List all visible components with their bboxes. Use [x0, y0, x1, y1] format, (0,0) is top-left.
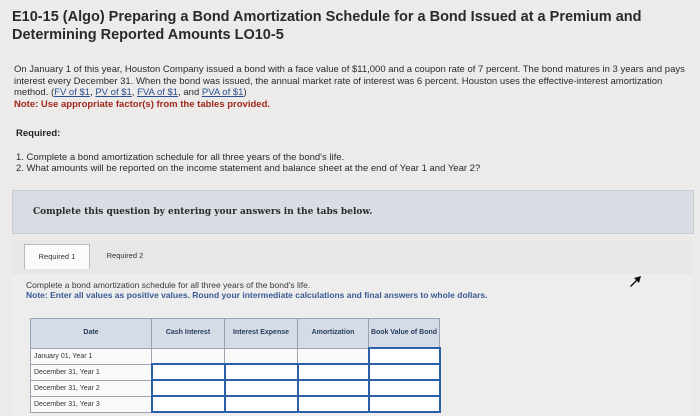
- interest-expense-input[interactable]: [225, 380, 298, 396]
- intro-text: On January 1 of this year, Houston Company issued a bond with a face value of $11,000 and a coupon rate of 7 percent. The bond matures in 3 years and pays interest every December 31. When the bond was issued, the annual market rate of interest was 6 percent. Houston uses the effective-interest amortization method. (: [14, 64, 685, 98]
- tab-instruction-note: Note: Enter all values as positive values. Round your intermediate calculations and final answers to whole dollars.: [26, 290, 488, 300]
- tab-instruction: [26, 280, 666, 300]
- tab-instruction-text: Complete a bond amortization schedule for all three years of the bond's life.: [26, 280, 311, 290]
- book-value-input[interactable]: [369, 396, 440, 412]
- table-header-row: [31, 319, 440, 349]
- header-cash-interest: Cash Interest: [152, 319, 225, 349]
- tab-required-1[interactable]: Required 1: [24, 244, 90, 269]
- table-row: [31, 364, 440, 380]
- header-book-value: Book Value of Bond: [369, 319, 440, 349]
- cash-interest-input[interactable]: [152, 380, 225, 396]
- fv-table-link[interactable]: FV of $1: [54, 87, 91, 98]
- requirement-2: 2. What amounts will be reported on the income statement and balance sheet at the end of Year 1 and Year 2?: [16, 163, 481, 174]
- table-row: [31, 380, 440, 396]
- problem-statement: On January 1 of this year, Houston Company issued a bond with a face value of $11,000 and a coupon rate of 7 percent. The bond matures in 3 years and pays interest every December 31. When the bond was issued, the annual market rate of interest was 6 percent. Houston uses the effective-interest amortization method. (FV of $1, PV of $1, FVA of $1, and PVA of $1) Note: Use appropriate factor(s) from the tables provided.: [14, 64, 685, 110]
- tab-bar: [12, 240, 692, 274]
- requirements-list: [16, 152, 686, 174]
- table-row: [31, 348, 440, 364]
- amortization-input[interactable]: [298, 364, 369, 380]
- page-title: E10-15 (Algo) Preparing a Bond Amortization Schedule for a Bond Issued at a Premium and Determining Reported Amounts LO10-5: [12, 9, 642, 43]
- row-date: December 31, Year 1: [31, 364, 152, 380]
- interest-expense-input[interactable]: [225, 396, 298, 412]
- tab-content: [12, 274, 692, 416]
- row-date: January 01, Year 1: [31, 348, 152, 364]
- header-date: Date: [31, 319, 152, 349]
- instruction-panel: [12, 190, 694, 234]
- instruction-panel-text: Complete this question by entering your answers in the tabs below.: [33, 207, 373, 217]
- requirement-1: 1. Complete a bond amortization schedule for all three years of the bond's life.: [16, 152, 345, 163]
- tab-required-2[interactable]: Required 2: [106, 251, 144, 260]
- amortization-cell: [298, 348, 369, 364]
- interest-expense-cell: [225, 348, 298, 364]
- book-value-input[interactable]: [369, 348, 440, 364]
- amortization-input[interactable]: [298, 380, 369, 396]
- row-date: December 31, Year 2: [31, 380, 152, 396]
- table-row: [31, 396, 440, 412]
- book-value-input[interactable]: [369, 364, 440, 380]
- amortization-table: [30, 318, 441, 413]
- interest-expense-input[interactable]: [225, 364, 298, 380]
- amortization-input[interactable]: [298, 396, 369, 412]
- cash-interest-cell: [152, 348, 225, 364]
- header-interest-expense: Interest Expense: [225, 319, 298, 349]
- pva-table-link[interactable]: PVA of $1: [201, 87, 244, 98]
- pv-table-link[interactable]: PV of $1: [95, 87, 132, 98]
- header-amortization: Amortization: [298, 319, 369, 349]
- cursor-arrow-icon: [628, 274, 642, 288]
- required-heading: Required:: [16, 128, 61, 139]
- factor-note: Note: Use appropriate factor(s) from the tables provided.: [14, 98, 271, 110]
- fva-table-link[interactable]: FVA of $1: [137, 87, 179, 98]
- cash-interest-input[interactable]: [152, 396, 225, 412]
- book-value-input[interactable]: [369, 380, 440, 396]
- row-date: December 31, Year 3: [31, 396, 152, 412]
- cash-interest-input[interactable]: [152, 364, 225, 380]
